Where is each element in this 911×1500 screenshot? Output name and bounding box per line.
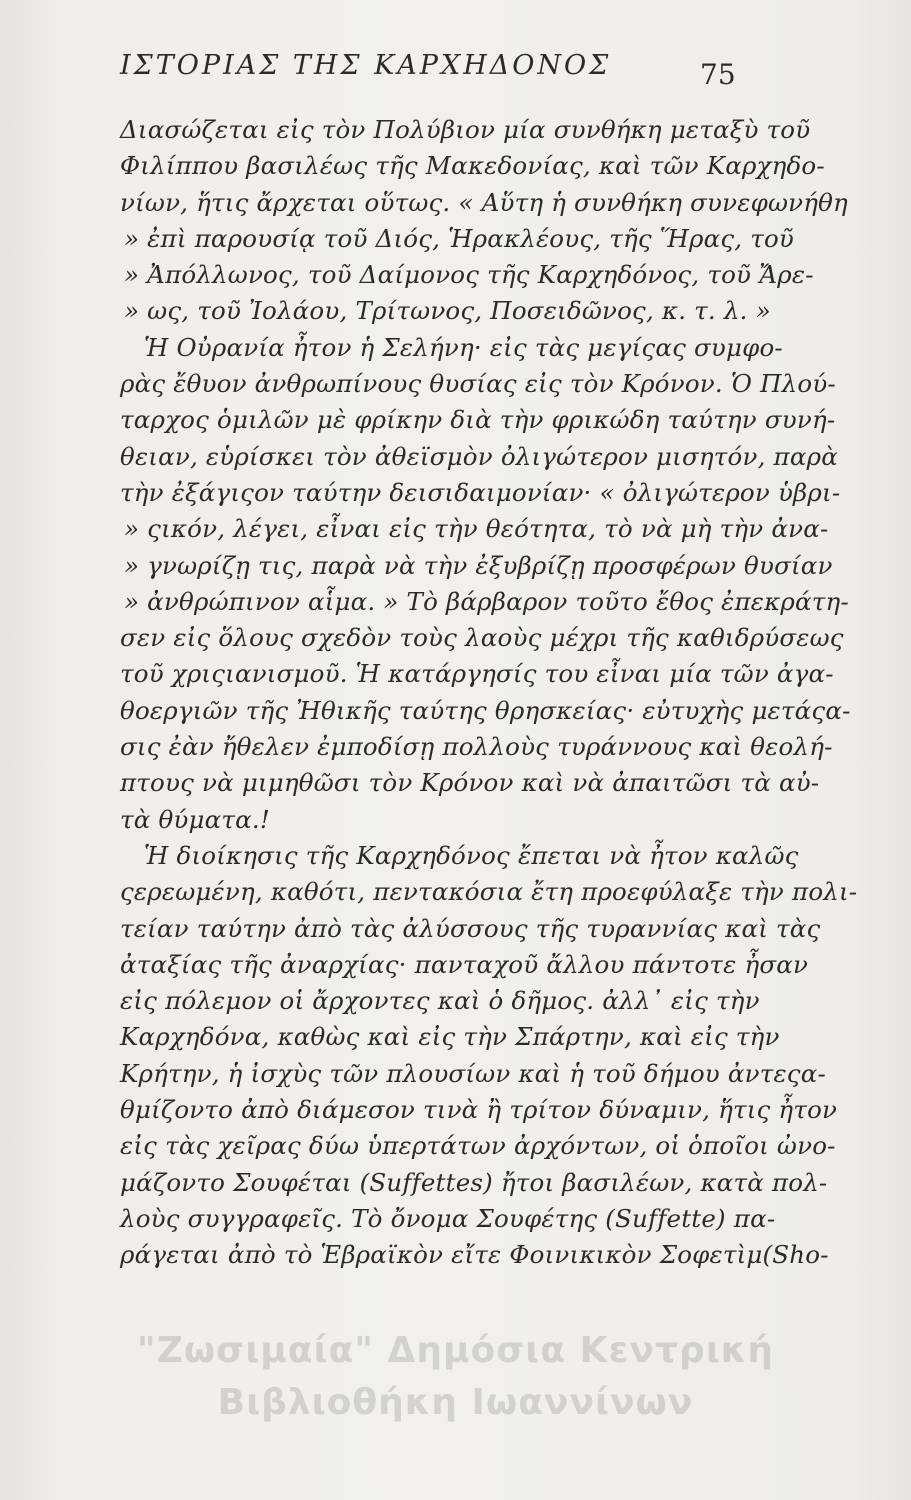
text-line: » γνωρίζῃ τις, παρὰ νὰ τὴν ἐξυβρίζῃ προσφέρων θυσίαν — [124, 550, 833, 580]
text-line: Φιλίππου βασιλέως τῆς Μακεδονίας, καὶ τῶν Καρχηδο- — [120, 151, 825, 181]
text-line: εἰς πόλεμον οἱ ἄρχοντες καὶ ὁ δῆμος. ἀλλ᾽ εἰς τὴν — [120, 986, 760, 1016]
text-line: Καρχηδόνα, καθὼς καὶ εἰς τὴν Σπάρτην, καὶ εἰς τὴν — [120, 1022, 780, 1052]
text-line: ςερεωμένη, καθότι, πεντακόσια ἔτη προεφύλαξε τὴν πολι- — [120, 877, 858, 907]
running-title: ΙΣΤΟΡΙΑΣ ΤΗΣ ΚΑΡΧΗΔΟΝΟΣ — [120, 50, 612, 81]
running-head — [120, 44, 760, 92]
text-line: σεν εἰς ὅλους σχεδὸν τοὺς λαοὺς μέχρι τῆς καθιδρύσεως — [120, 623, 844, 653]
text-line: πτους νὰ μιμηθῶσι τὸν Κρόνον καὶ νὰ ἀπαιτῶσι τὰ αὐ- — [120, 768, 820, 798]
text-line: ταρχος ὁμιλῶν μὲ φρίκην διὰ τὴν φρικώδη ταύτην συνή- — [120, 405, 836, 435]
text-line: Ἡ Οὐρανία ἦτον ἡ Σελήνη· εἰς τὰς μεγίςας συμφο- — [144, 332, 783, 362]
text-line: Διασώζεται εἰς τὸν Πολύβιον μία συνθήκη μεταξὺ τοῦ — [120, 115, 811, 144]
text-line: Ἡ διοίκησις τῆς Καρχηδόνος ἔπεται νὰ ἦτον καλῶς — [144, 840, 799, 870]
text-line: τοῦ χριςιανισμοῦ. Ἡ κατάργησίς του εἶναι μία τῶν ἀγα- — [120, 659, 834, 689]
text-line: ἀταξίας τῆς ἀναρχίας· πανταχοῦ ἄλλου πάντοτε ἦσαν — [120, 949, 809, 979]
text-line: τὰ θύματα.! — [120, 804, 270, 834]
text-line: σις ἐὰν ἤθελεν ἐμποδίσῃ πολλοὺς τυράννους καὶ θεολή- — [120, 732, 833, 762]
text-line: θειαν, εὑρίσκει τὸν ἀθεϊσμὸν ὀλιγώτερον μισητόν, παρὰ — [120, 441, 838, 471]
text-line: εἰς τὰς χεῖρας δύω ὑπερτάτων ἀρχόντων, οἱ ὁποῖοι ὠνο- — [120, 1131, 836, 1161]
text-line: ράγεται ἀπὸ τὸ Ἑβραϊκὸν εἴτε Φοινικικὸν Σοφετὶμ(Sho- — [120, 1240, 829, 1270]
body-text — [120, 112, 858, 1274]
text-line: τὴν ἐξάγιςον ταύτην δεισιδαιμονίαν· « ὀλιγώτερον ὑβρι- — [120, 477, 841, 507]
text-line: ρὰς ἔθυον ἀνθρωπίνους θυσίας εἰς τὸν Κρόνον. Ὁ Πλού- — [120, 369, 836, 399]
text-line: μάζοντο Σουφέται (Suffettes) ἤτοι βασιλέων, κατὰ πολ- — [120, 1167, 828, 1197]
text-line: νίων, ἥτις ἄρχεται οὕτως. « Αὕτη ἡ συνθήκη συνεφωνήθη — [120, 187, 848, 217]
text-line: » ἐπὶ παρουσίᾳ τοῦ Διός, Ἡρακλέους, τῆς Ἥρας, τοῦ — [124, 223, 795, 253]
library-watermark: "Ζωσιμαία" Δημόσια Κεντρική — [137, 1330, 774, 1371]
page-number: 75 — [700, 58, 736, 91]
library-watermark: Βιβλιοθήκη Ιωαννίνων — [217, 1382, 694, 1423]
text-line: λοὺς συγγραφεῖς. Τὸ ὄνομα Σουφέτης (Suffette) πα- — [120, 1203, 776, 1233]
text-line: τείαν ταύτην ἀπὸ τὰς ἀλύσσους τῆς τυραννίας καὶ τὰς — [120, 913, 821, 943]
text-line: θμίζοντο ἀπὸ διάμεσον τινὰ ἢ τρίτον δύναμιν, ἥτις ἦτον — [120, 1095, 838, 1125]
text-line: » ως, τοῦ Ἰολάου, Τρίτωνος, Ποσειδῶνος, κ. τ. λ. » — [124, 296, 771, 326]
text-line: » ςικόν, λέγει, εἶναι εἰς τὴν θεότητα, τὸ νὰ μὴ τὴν ἀνα- — [124, 514, 829, 544]
text-line: » Ἀπόλλωνος, τοῦ Δαίμονος τῆς Καρχηδόνος, τοῦ Ἄρε- — [124, 260, 814, 290]
text-line: » ἀνθρώπινον αἷμα. » Τὸ βάρβαρον τοῦτο ἔθος ἐπεκράτη- — [124, 586, 849, 616]
text-line: Κρήτην, ἡ ἰσχὺς τῶν πλουσίων καὶ ἡ τοῦ δήμου ἀντεςα- — [120, 1058, 826, 1088]
text-line: θοεργιῶν τῆς Ἠθικῆς ταύτης θρησκείας· εὐτυχὴς μετάςα- — [120, 695, 851, 725]
